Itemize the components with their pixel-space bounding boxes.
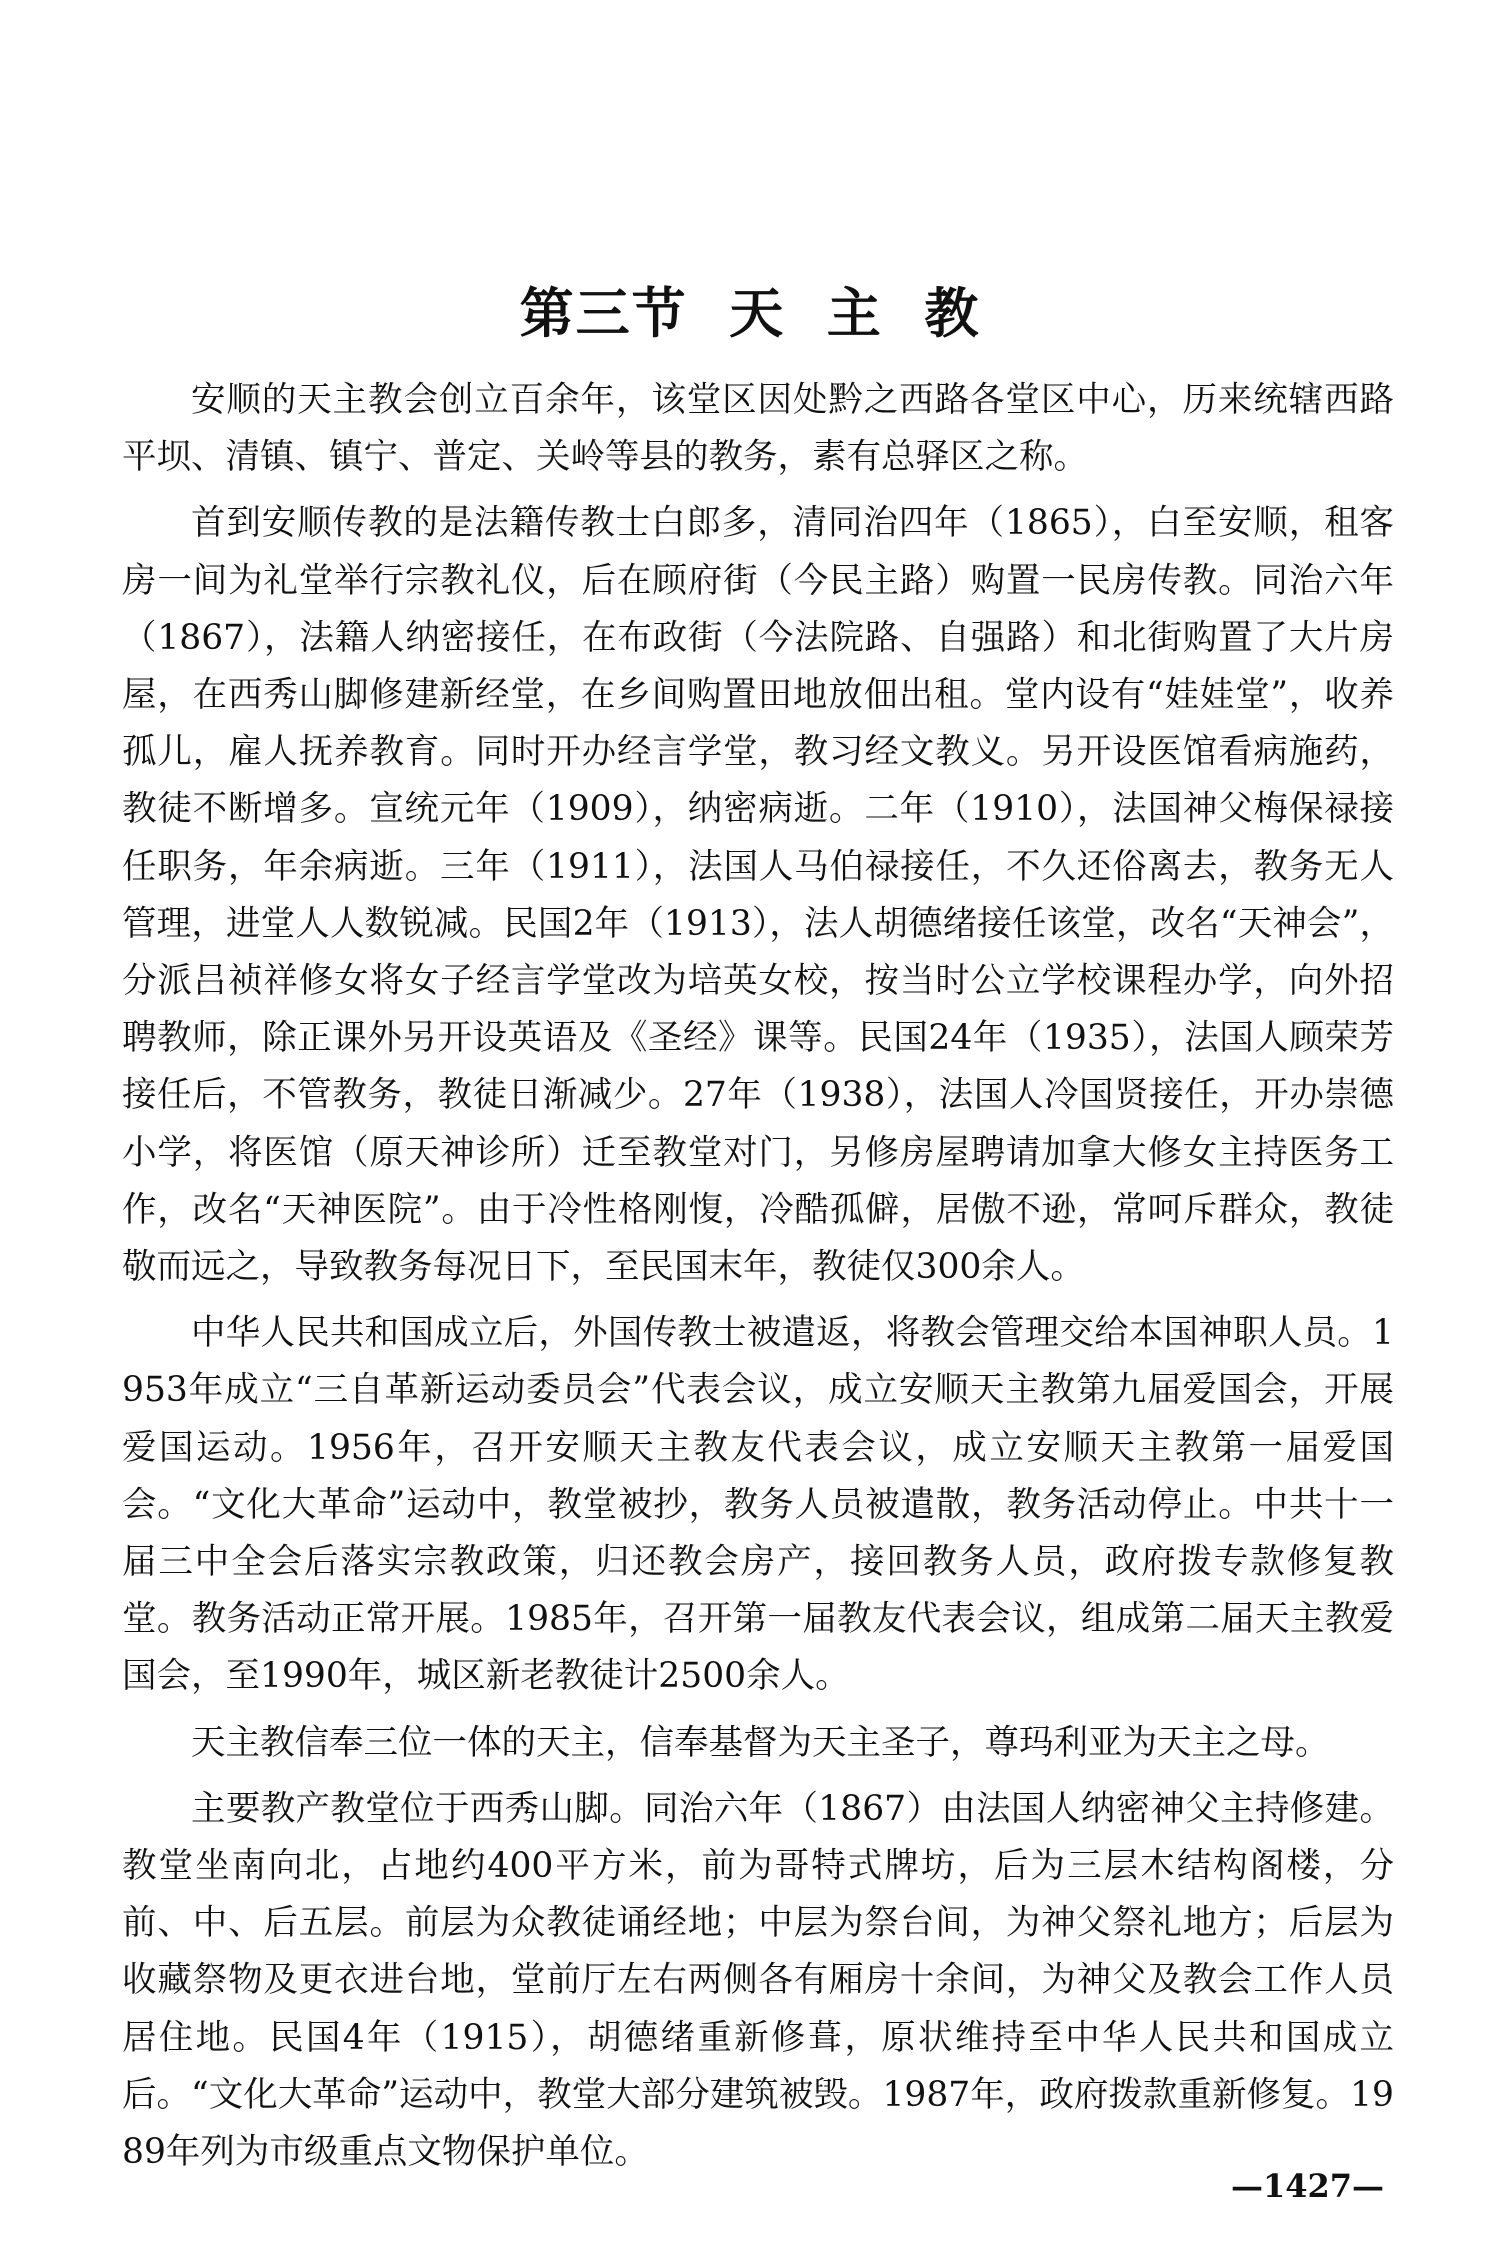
body-text bbox=[122, 372, 1394, 2181]
paragraph-after-1949: 中华人民共和国成立后，外国传教士被遣返，将教会管理交给本国神职人员。1953年成立“三自革新运动委员会”代表会议，成立安顺天主教第九届爱国会，开展爱国运动。1956年，召开安顺天主教友代表会议，成立安顺天主教第一届爱国会。“文化大革命”运动中，教堂被抄，教务人员被遣散，教务活动停止。中共十一届三中全会后落实宗教政策，归还教会房产，接回教务人员，政府拨专款修复教堂。教务活动正常开展。1985年，召开第一届教友代表会议，组成第二届天主教爱国会，至1990年，城区新老教徒计2500余人。 bbox=[122, 1313, 1394, 1697]
paragraph-intro: 安顺的天主教会创立百余年，该堂区因处黔之西路各堂区中心，历来统辖西路平坝、清镇、镇宁、普定、关岭等县的教务，素有总驿区之称。 bbox=[122, 380, 1394, 478]
paragraph-church-building: 主要教产教堂位于西秀山脚。同治六年（1867）由法国人纳密神父主持修建。教堂坐南向北，占地约400平方米，前为哥特式牌坊，后为三层木结构阁楼，分前、中、后五层。前层为众教徒诵经地；中层为祭台间，为神父祭礼地方；后层为收藏祭物及更衣进台地，堂前厅左右两侧各有厢房十余间，为神父及教会工作人员居住地。民国4年（1915），胡德绪重新修葺，原状维持至中华人民共和国成立后。“文化大革命”运动中，教堂大部分建筑被毁。1987年，政府拨款重新修复。1989年列为市级重点文物保护单位。 bbox=[122, 1788, 1394, 2173]
page-number: —1427— bbox=[1230, 2167, 1384, 2205]
paragraph-beliefs: 天主教信奉三位一体的天主，信奉基督为天主圣子，尊玛利亚为天主之母。 bbox=[191, 1722, 1330, 1763]
section-title: 第三节 天 主 教 bbox=[519, 281, 981, 346]
paragraph-history: 首到安顺传教的是法籍传教士白郎多，清同治四年（1865），白至安顺，租客房一间为礼堂举行宗教礼仪，后在顾府街（今民主路）购置一民房传教。同治六年（1867），法籍人纳密接任，在布政街（今法院路、自强路）和北街购置了大片房屋，在西秀山脚修建新经堂，在乡间购置田地放佃出租。堂内设有“娃娃堂”，收养孤儿，雇人抚养教育。同时开办经言学堂，教习经文教义。另开设医馆看病施药，教徒不断增多。宣统元年（1909），纳密病逝。二年（1910），法国神父梅保禄接任职务，年余病逝。三年（1911），法国人马伯禄接任，不久还俗离去，教务无人管理，进堂人人数锐减。民国2年（1913），法人胡德绪接任该堂，改名“天神会”，分派吕祯祥修女将女子经言学堂改为培英女校，按当时公立学校课程办学，向外招聘教师，除正课外另开设英语及《圣经》课等。民国24年（1935），法国人顾荣芳接任后，不管教务，教徒日渐减少。27年（1938），法国人冷国贤接任，开办崇德小学，将医馆（原天神诊所）迁至教堂对门，另修房屋聘请加拿大修女主持医务工作，改名“天神医院”。由于冷性格刚愎，冷酷孤僻，居傲不逊，常呵斥群众，教徒敬而远之，导致教务每况日下，至民国末年，教徒仅300余人。 bbox=[122, 503, 1394, 1288]
